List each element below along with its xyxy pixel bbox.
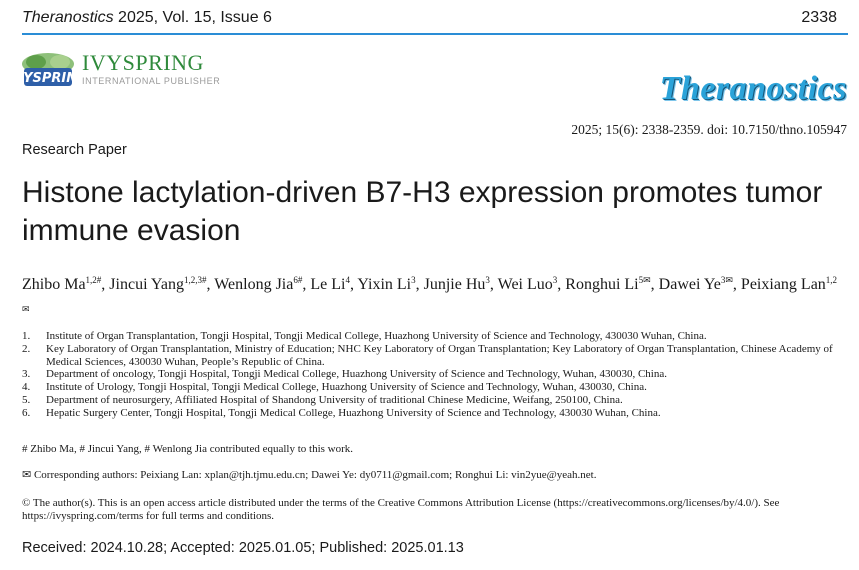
affiliation-item [22, 330, 848, 343]
publisher-logo-text: IVYSPRING [8, 71, 88, 86]
corresponding-text: Corresponding authors: Peixiang Lan: xplan@tjh.tjmu.edu.cn; Dawei Ye: dy0711@gmail.com; Ronghui Li: vin2yue@yeah.net. [33, 469, 597, 481]
affiliation-number: 4. [22, 381, 31, 394]
author [357, 276, 415, 293]
affiliation-text: Hepatic Surgery Center, Tongji Hospital, Tongji Medical College, Huazhong University of Science and Technology, 430030 Wuhan, China. [46, 406, 661, 419]
author-affiliation-sup: 3 [720, 275, 726, 285]
author-name: Yixin Li [357, 276, 412, 293]
article-type: Research Paper [22, 142, 127, 158]
publisher-subtitle: INTERNATIONAL PUBLISHER [82, 76, 221, 86]
equal-contribution-note: # Zhibo Ma, # Jincui Yang, # Wenlong Jia contributed equally to this work. [22, 443, 354, 455]
author-name: Zhibo Ma [22, 276, 86, 293]
affiliation-number: 6. [22, 406, 31, 419]
author [498, 276, 558, 293]
envelope-icon: ✉ [22, 469, 32, 481]
author [214, 276, 302, 293]
author-affiliation-sup: 1,2# [85, 275, 102, 285]
publication-dates: Received: 2024.10.28; Accepted: 2025.01.05; Published: 2025.01.13 [22, 540, 464, 556]
affiliation-list [22, 330, 848, 420]
running-head [22, 9, 272, 27]
affiliation-number: 2. [22, 342, 31, 355]
affiliation-number: 3. [22, 368, 31, 381]
author-affiliation-sup: 3 [485, 275, 490, 285]
author-name: Ronghui Li [565, 276, 639, 293]
author-affiliation-sup: 1,2,3# [183, 275, 207, 285]
author-name: Wei Luo [497, 276, 553, 293]
author-name: Peixiang Lan [740, 276, 826, 293]
affiliation-item [22, 368, 848, 381]
affiliation-text: Institute of Urology, Tongji Hospital, Tongji Medical College, Huazhong University of Science and Technology, Wuhan, 430030, China. [46, 381, 647, 394]
envelope-icon: ✉ [725, 275, 733, 285]
affiliation-text: Key Laboratory of Organ Transplantation, Ministry of Education; NHC Key Laboratory of Organ Transplantation; Key Laboratory of Organ Transplantation, Chinese Academy of Medical Sciences, 430030 Wuhan, People’s Republic of China. [46, 342, 833, 368]
article-title: Histone lactylation-driven B7-H3 expression promotes tumor immune evasion [22, 176, 823, 247]
author-name: Wenlong Jia [214, 276, 294, 293]
affiliation-text: Institute of Organ Transplantation, Tongji Hospital, Tongji Medical College, Huazhong University of Science and Technology, 430030 Wuhan, China. [46, 330, 707, 342]
author [22, 276, 101, 293]
author [310, 276, 350, 293]
affiliation-item [22, 394, 848, 407]
citation-line: 2025; 15(6): 2338-2359. doi: 10.7150/thno.105947 [571, 122, 847, 137]
ivyspring-logo-icon [8, 50, 88, 92]
author [109, 276, 206, 293]
affiliation-item [22, 407, 848, 420]
author-affiliation-sup: 1,2 [825, 275, 838, 285]
author [659, 276, 733, 293]
author-affiliation-sup: 3 [411, 275, 416, 285]
journal-issue: 2025, Vol. 15, Issue 6 [118, 9, 272, 26]
affiliation-text: Department of oncology, Tongji Hospital, Tongji Medical College, Huazhong University of Science and Technology, Wuhan, 430030, China. [46, 368, 667, 381]
author-name: Junjie Hu [423, 276, 486, 293]
author [565, 276, 650, 293]
license-statement: © The author(s). This is an open access article distributed under the terms of the Creative Commons Attribution License (https://creativecommons.org/licenses/by/4.0/). See https://ivyspring.com/terms for full terms and conditions. [22, 497, 780, 522]
affiliation-item [22, 381, 848, 394]
author-name: Dawei Ye [658, 276, 721, 293]
affiliation-text: Department of neurosurgery, Affiliated Hospital of Shandong University of traditional Chinese Medicine, Weifang, 250100, China. [46, 393, 623, 406]
affiliation-item [22, 343, 848, 369]
page-number: 2338 [801, 9, 837, 26]
header-rule [22, 33, 848, 35]
corresponding-authors [22, 468, 596, 481]
author-name: Le Li [310, 276, 346, 293]
publisher-name: IVYSPRING [82, 50, 204, 75]
author [424, 276, 490, 293]
author-affiliation-sup: 5 [638, 275, 644, 285]
author-affiliation-sup: 3 [552, 275, 558, 285]
author-affiliation-sup: 4 [345, 275, 350, 285]
affiliation-number: 5. [22, 393, 31, 406]
author-name: Jincui Yang [109, 276, 184, 293]
journal-name: Theranostics [22, 9, 114, 26]
author-list: Zhibo $Ma^{1,2\#}$, Jincui Yang$^{1,2,3\#}$, Wenlong Jia$^{6\#}$, Le Li$^4$, Yixin Li$^3$, Junjie Hu$^3$, Wei Luo$^3$, Ronghui $Li^{5✉}$, Dawei $Ye^{3✉}$, Peixiang Lan$^{1,2✉}$ [22, 268, 842, 326]
affiliation-number: 1. [22, 330, 31, 342]
envelope-icon: ✉ [643, 275, 651, 285]
journal-logo: Theranostics [659, 70, 847, 107]
envelope-icon: ✉ [22, 304, 30, 314]
author-affiliation-sup: 6# [293, 275, 303, 285]
